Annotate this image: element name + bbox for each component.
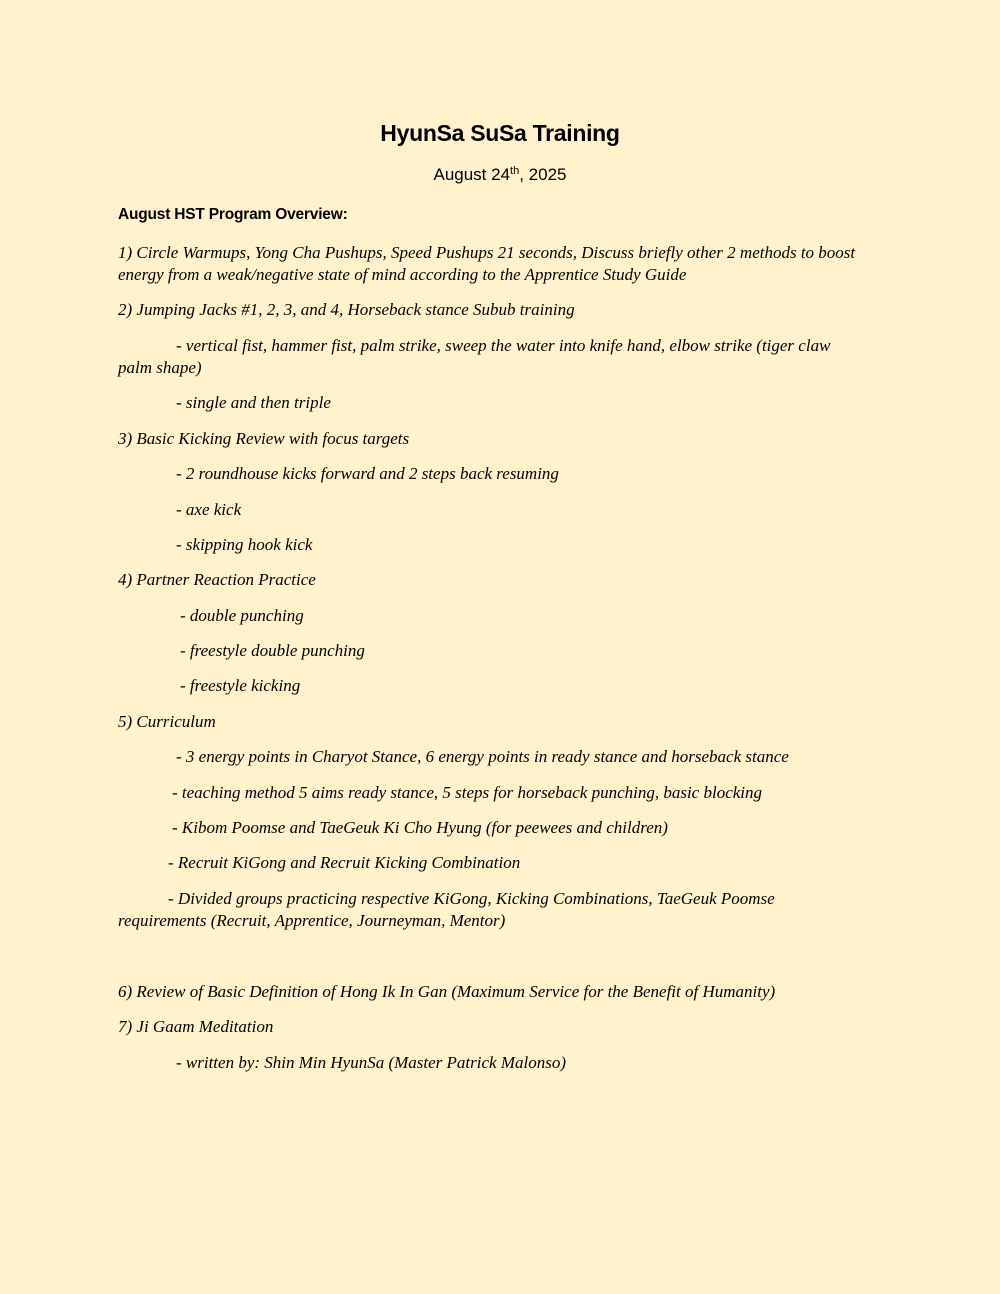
item-5e-line-1: - Divided groups practicing respective KiGong, Kicking Combinations, TaeGeuk Poomse bbox=[168, 889, 775, 908]
item-7: 7) Ji Gaam Meditation bbox=[118, 1017, 274, 1036]
date-main: August 24 bbox=[433, 165, 511, 184]
date-year: , 2025 bbox=[519, 165, 567, 184]
document-date bbox=[0, 165, 1000, 185]
item-3b: - axe kick bbox=[176, 500, 242, 519]
document-title: HyunSa SuSa Training bbox=[380, 120, 620, 146]
item-6: 6) Review of Basic Definition of Hong Ik In Gan (Maximum Service for the Benefit of Humanity) bbox=[118, 982, 776, 1001]
item-3a: - 2 roundhouse kicks forward and 2 steps back resuming bbox=[176, 464, 559, 483]
item-2b: - single and then triple bbox=[176, 393, 331, 412]
item-5: 5) Curriculum bbox=[118, 712, 216, 731]
item-5c: - Kibom Poomse and TaeGeuk Ki Cho Hyung (for peewees and children) bbox=[172, 818, 668, 837]
item-4a: - double punching bbox=[180, 606, 304, 625]
item-4b: - freestyle double punching bbox=[180, 641, 365, 660]
item-2a-line-2: palm shape) bbox=[118, 358, 202, 377]
item-4c: - freestyle kicking bbox=[180, 676, 301, 695]
item-5a: - 3 energy points in Charyot Stance, 6 energy points in ready stance and horseback stance bbox=[176, 747, 789, 766]
item-3: 3) Basic Kicking Review with focus targets bbox=[118, 429, 410, 448]
item-5b: - teaching method 5 aims ready stance, 5 steps for horseback punching, basic blocking bbox=[172, 783, 763, 802]
overview-heading: August HST Program Overview: bbox=[118, 206, 348, 223]
item-3c: - skipping hook kick bbox=[176, 535, 313, 554]
item-7a: - written by: Shin Min HyunSa (Master Patrick Malonso) bbox=[176, 1053, 566, 1072]
item-5d: - Recruit KiGong and Recruit Kicking Combination bbox=[168, 853, 521, 872]
item-1: 1) Circle Warmups, Yong Cha Pushups, Speed Pushups 21 seconds, Discuss briefly other 2 methods to boost energy from a weak/negative state of mind according to the Apprentice Study Guide bbox=[118, 243, 856, 284]
item-2: 2) Jumping Jacks #1, 2, 3, and 4, Horseback stance Subub training bbox=[118, 300, 575, 319]
item-5e-line-2: requirements (Recruit, Apprentice, Journeyman, Mentor) bbox=[118, 911, 506, 930]
date-superscript: th bbox=[510, 165, 520, 177]
item-4: 4) Partner Reaction Practice bbox=[118, 570, 316, 589]
item-2a-line-1: - vertical fist, hammer fist, palm strike, sweep the water into knife hand, elbow strike (tiger claw bbox=[176, 336, 831, 355]
